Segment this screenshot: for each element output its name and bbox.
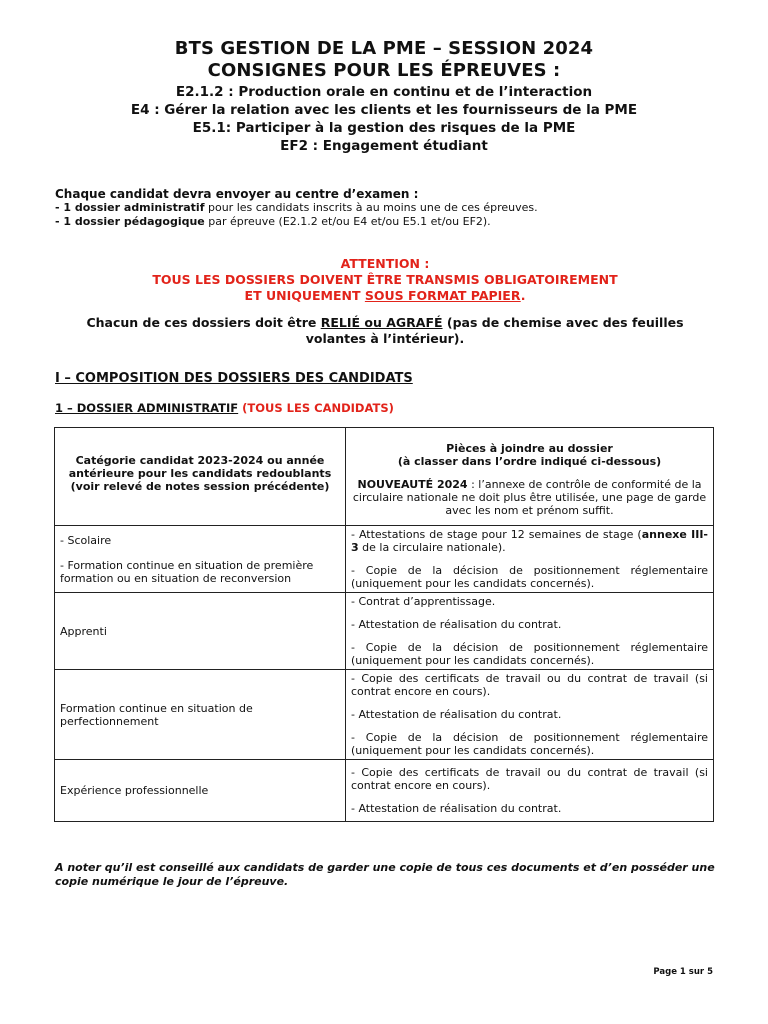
row1-doc-annex: annexe III-3 — [351, 528, 709, 554]
intro-item-2-bold: - 1 dossier pédagogique — [55, 215, 205, 228]
binding-text-1: Chacun de ces dossiers doit être — [86, 315, 321, 330]
subsection-extra: (TOUS LES CANDIDATS) — [238, 401, 394, 415]
row2-doc-a: - Contrat d’apprentissage. — [351, 595, 496, 608]
table-header-category — [55, 428, 346, 526]
row3-category — [55, 670, 346, 760]
row3-doc-a: - Copie des certificats de travail ou du contrat de travail (si contrat encore en cours). — [351, 672, 708, 698]
page-number — [653, 967, 713, 977]
attention-line-3a: ET UNIQUEMENT — [244, 288, 365, 303]
exam-ef2: EF2 : Engagement étudiant — [280, 138, 488, 154]
row2-category — [55, 593, 346, 670]
admin-documents-table — [54, 427, 714, 822]
exam-e4: E4 : Gérer la relation avec les clients et les fournisseurs de la PME — [130, 102, 638, 118]
attention-title: ATTENTION : — [340, 256, 430, 271]
row4-category-text: Expérience professionnelle — [60, 784, 209, 797]
intro-item-1-bold: - 1 dossier administratif — [55, 201, 205, 214]
page-separator: sur — [685, 967, 708, 977]
row4-category — [55, 760, 346, 822]
row2-documents — [346, 593, 714, 670]
row1-documents — [346, 526, 714, 593]
table-row — [55, 593, 714, 670]
header-new-2024 — [351, 478, 708, 517]
intro-item-2 — [55, 215, 715, 229]
row3-doc-c: - Copie de la décision de positionnement réglementaire (uniquement pour les candidats concernés). — [351, 731, 708, 757]
attention-line-3 — [55, 288, 715, 304]
intro-item-1-text: pour les candidats inscrits à au moins une de ces épreuves. — [204, 201, 538, 214]
row3-doc-b: - Attestation de réalisation du contrat. — [351, 708, 562, 721]
row3-category-text: Formation continue en situation de perfectionnement — [60, 701, 253, 728]
header-new-2024-label: NOUVEAUTÉ 2024 — [357, 478, 468, 491]
row1-doc-b: - Copie de la décision de positionnement réglementaire (uniquement pour les candidats concernés). — [351, 564, 708, 590]
row4-documents — [346, 760, 714, 822]
advice-note: A noter qu’il est conseillé aux candidats de garder une copie de tous ces documents et d’en posséder une copie numérique le jour de l’épreuve. — [55, 861, 715, 888]
table-header-documents — [346, 428, 714, 526]
row1-doc-a3: de la circulaire nationale). — [358, 541, 506, 554]
intro-item-1 — [55, 201, 715, 215]
subsection-heading — [55, 401, 715, 415]
row1-doc-a1: - Attestations de stage pour 12 semaines de stage ( — [351, 528, 642, 541]
header-category-text: Catégorie candidat 2023-2024 ou année antérieure pour les candidats redoublants (voir relevé de notes session précédente) — [68, 454, 332, 493]
intro-block — [55, 187, 715, 229]
row2-doc-c: - Copie de la décision de positionnement réglementaire (uniquement pour les candidats concernés). — [351, 641, 708, 667]
binding-instruction — [80, 315, 690, 347]
table-header-row — [55, 428, 714, 526]
intro-lead: Chaque candidat devra envoyer au centre d’examen : — [55, 187, 419, 201]
subsection-label: 1 – DOSSIER ADMINISTRATIF — [55, 401, 239, 415]
header-subtitle: CONSIGNES POUR LES ÉPREUVES : — [207, 60, 561, 81]
attention-line-2: TOUS LES DOSSIERS DOIVENT ÊTRE TRANSMIS OBLIGATOIREMENT — [152, 272, 618, 287]
section-heading: I – COMPOSITION DES DOSSIERS DES CANDIDATS — [55, 371, 413, 386]
table-row — [55, 526, 714, 593]
attention-line-3c: . — [520, 288, 526, 303]
attention-block — [55, 256, 715, 304]
page-total: 5 — [707, 967, 713, 977]
row1-doc-a — [351, 528, 708, 554]
header-documents-order: (à classer dans l’ordre indiqué ci-dessous) — [397, 455, 662, 468]
exam-e212: E2.1.2 : Production orale en continu et de l’interaction — [175, 84, 593, 100]
row2-category-text: Apprenti — [60, 624, 107, 638]
row3-documents — [346, 670, 714, 760]
exam-e51: E5.1: Participer à la gestion des risques de la PME — [192, 120, 576, 136]
table-row — [55, 670, 714, 760]
row1-category — [55, 526, 346, 593]
row4-doc-b: - Attestation de réalisation du contrat. — [351, 802, 562, 815]
page-current: 1 — [679, 967, 686, 977]
document-header — [0, 38, 768, 155]
row1-category-a: - Scolaire — [60, 534, 112, 547]
header-new-2024-text: : l’annexe de contrôle de conformité de la circulaire nationale ne doit plus être utilisée, une page de garde avec les nom et prénom suffit. — [352, 478, 707, 517]
binding-highlight: RELIÉ ou AGRAFÉ — [320, 315, 443, 330]
intro-item-2-text: par épreuve (E2.1.2 et/ou E4 et/ou E5.1 et/ou EF2). — [204, 215, 491, 228]
attention-paper-format: SOUS FORMAT PAPIER — [364, 288, 521, 303]
page-label: Page — [653, 967, 680, 977]
row4-doc-a: - Copie des certificats de travail ou du contrat de travail (si contrat encore en cours). — [351, 766, 708, 792]
row1-category-b: - Formation continue en situation de première formation ou en situation de reconversion — [60, 559, 314, 585]
header-title: BTS GESTION DE LA PME – SESSION 2024 — [174, 38, 594, 59]
row2-doc-b: - Attestation de réalisation du contrat. — [351, 618, 562, 631]
binding-text-2: (pas de chemise avec des feuilles volantes à l’intérieur). — [305, 315, 684, 346]
table-row — [55, 760, 714, 822]
header-documents-title: Pièces à joindre au dossier — [446, 442, 613, 455]
